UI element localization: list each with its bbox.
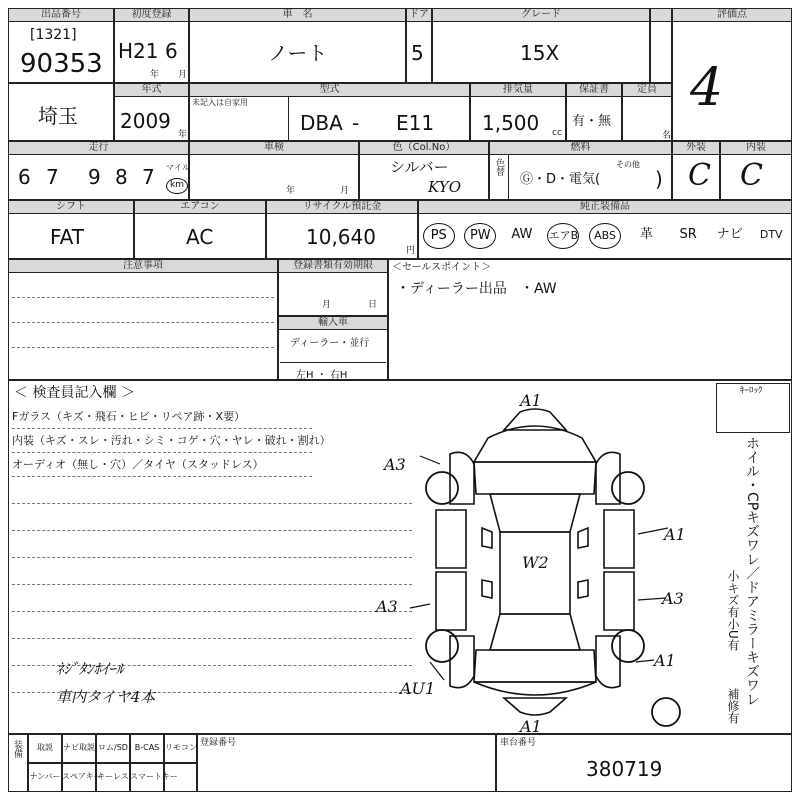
handwritten-note-1: ﾈｼﾞﾀﾝﾎｲｰﾙ bbox=[56, 660, 124, 678]
grade-header: グレード bbox=[432, 8, 650, 22]
fuel-other-label: その他 bbox=[616, 160, 640, 169]
import-divider bbox=[280, 362, 386, 363]
inspector-rule bbox=[12, 557, 412, 558]
interior-header: 内装 bbox=[720, 141, 792, 155]
color-header: 色（Col.No） bbox=[359, 141, 489, 155]
doors-header: ドア bbox=[406, 8, 432, 22]
notes-header: 注意事項 bbox=[8, 259, 278, 273]
damage-left-low: AU1 bbox=[400, 679, 436, 698]
reg-no-cell bbox=[196, 734, 496, 792]
handle-side: 左H ・ 右H bbox=[296, 370, 348, 381]
shift-value: FAT bbox=[50, 225, 85, 249]
color-code: KYO bbox=[428, 178, 462, 196]
side-note-3: 補修有 bbox=[726, 688, 740, 724]
lot-code: [1321] bbox=[30, 27, 77, 43]
mileage-digit-1: 6 bbox=[18, 165, 33, 189]
mileage-digit-4: 8 bbox=[115, 165, 128, 189]
reg-doc-month: 月 bbox=[322, 300, 332, 310]
damage-right-rear-low: A1 bbox=[654, 651, 676, 670]
equipment-item: ナビ bbox=[716, 227, 743, 242]
chassis-number: 380719 bbox=[586, 757, 663, 781]
blank-cell-1 bbox=[650, 21, 672, 83]
damage-right-front: A1 bbox=[664, 525, 686, 544]
model-note: 未記入は自家用 bbox=[192, 98, 248, 107]
damage-front-left: A3 bbox=[384, 455, 406, 474]
recycle-value: 10,640 bbox=[306, 225, 376, 249]
displacement-header: 排気量 bbox=[470, 83, 566, 97]
equipment-item: PS bbox=[423, 223, 455, 249]
score-value: 4 bbox=[690, 58, 724, 118]
reg-doc-header: 登録書類有効期限 bbox=[278, 259, 388, 273]
blank-header-1 bbox=[650, 8, 672, 22]
fuel-header: 燃料 bbox=[489, 141, 672, 155]
fuel-options: Ⓖ・D・電気( bbox=[520, 172, 601, 187]
warranty-value: 有・無 bbox=[572, 114, 612, 129]
fuel-close: ) bbox=[655, 167, 663, 191]
inspector-rule bbox=[12, 452, 312, 453]
grade-value: 15X bbox=[520, 41, 560, 65]
chassis-label: 車台番号 bbox=[500, 738, 537, 748]
car-damage-diagram bbox=[370, 391, 700, 736]
inspector-line-1: Fガラス（キズ・飛石・ヒビ・リペア跡・X要） bbox=[12, 410, 246, 423]
doors-value: 5 bbox=[411, 41, 424, 65]
footer-label: リモコン bbox=[165, 743, 197, 752]
mileage-digit-5: 7 bbox=[142, 165, 155, 189]
lot-number-header: 出品番号 bbox=[8, 8, 114, 22]
warranty-header: 保証書 bbox=[566, 83, 622, 97]
footer-label: ナンバー bbox=[29, 772, 61, 781]
footer-label: スペアキー bbox=[62, 772, 102, 781]
damage-right-rear: A3 bbox=[662, 589, 684, 608]
inspector-rule bbox=[12, 428, 312, 429]
notes-cell bbox=[8, 272, 278, 380]
footer-label: スマートキー bbox=[130, 772, 178, 781]
sales-point-header: ＜セールスポイント＞ bbox=[392, 262, 492, 273]
inspector-header: ＜ 検査員記入欄 ＞ bbox=[14, 385, 135, 401]
handwritten-note-2: 車内タイヤ4本 bbox=[56, 688, 156, 706]
color-change-label: 色替 bbox=[494, 158, 504, 176]
sales-point-cell bbox=[388, 259, 792, 380]
notes-line bbox=[12, 347, 274, 348]
inspector-line-3: オーディオ（無し・穴）／タイヤ（スタッドレス） bbox=[12, 458, 264, 471]
lot-number: 90353 bbox=[20, 49, 103, 79]
footer-label: B-CAS bbox=[134, 743, 160, 752]
footer-label: キーレス bbox=[97, 772, 129, 781]
damage-front: A1 bbox=[520, 391, 542, 410]
model-prefix: DBA bbox=[300, 111, 343, 135]
equipment-item: SR bbox=[679, 227, 697, 242]
first-reg-era: H21 bbox=[118, 39, 159, 63]
reg-no-label: 登録番号 bbox=[200, 738, 237, 748]
inspector-rule bbox=[12, 638, 412, 639]
exterior-header: 外装 bbox=[672, 141, 720, 155]
car-name-header: 車 名 bbox=[189, 8, 406, 22]
inspector-rule bbox=[12, 530, 412, 531]
equipment-item: AW bbox=[511, 227, 533, 242]
region-value: 埼玉 bbox=[38, 104, 78, 128]
inspection-month-unit: 月 bbox=[340, 186, 350, 196]
equipment-item: 革 bbox=[640, 227, 654, 242]
inspector-rule bbox=[12, 611, 412, 612]
footer-label: ロム/SD bbox=[98, 743, 128, 752]
footer-side-divider bbox=[8, 734, 28, 792]
sales-point-1: ・ディーラー出品 bbox=[396, 281, 507, 297]
first-reg-year-unit: 年 bbox=[150, 70, 160, 80]
footer-label: 取説 bbox=[37, 743, 53, 752]
capacity-header: 定員 bbox=[622, 83, 672, 97]
inspection-header: 車検 bbox=[189, 141, 359, 155]
exterior-grade: C bbox=[688, 158, 711, 193]
inspector-rule bbox=[12, 503, 412, 504]
inspector-rule bbox=[12, 584, 412, 585]
first-reg-header: 初度登録 bbox=[114, 8, 189, 22]
reg-doc-day: 日 bbox=[368, 300, 378, 310]
equipment-item: エアB bbox=[547, 223, 579, 249]
inspection-year-unit: 年 bbox=[286, 186, 296, 196]
score-header: 評価点 bbox=[672, 8, 792, 22]
displacement-unit: cc bbox=[552, 128, 562, 138]
model-header: 型式 bbox=[189, 83, 470, 97]
mileage-header: 走行 bbox=[8, 141, 189, 155]
equipment-header: 純正装備品 bbox=[418, 200, 792, 214]
capacity-unit: 名 bbox=[662, 131, 672, 141]
first-reg-month-unit: 月 bbox=[178, 70, 188, 80]
color-name: シルバー bbox=[390, 158, 449, 176]
mileage-digit-2: 7 bbox=[46, 165, 59, 189]
equipment-item: ABS bbox=[589, 223, 621, 249]
notes-line bbox=[12, 297, 274, 298]
mileage-unit-mile: マイル bbox=[166, 163, 190, 172]
damage-center: W2 bbox=[522, 553, 549, 572]
aircon-value: AC bbox=[186, 225, 214, 249]
side-note: ホイル・CPキズワレ／ドアミラーキズワレ bbox=[744, 436, 760, 707]
model-divider bbox=[189, 96, 289, 141]
model-dash: - bbox=[352, 111, 360, 135]
recycle-header: リサイクル預託金 bbox=[266, 200, 418, 214]
model-code: E11 bbox=[396, 111, 435, 135]
first-reg-month: 6 bbox=[165, 39, 178, 63]
footer-cell bbox=[164, 763, 198, 792]
side-note-2: 小キズ有小U有 bbox=[726, 570, 740, 651]
import-type: ディーラー・並行 bbox=[290, 338, 370, 349]
model-year-value: 2009 bbox=[120, 109, 171, 133]
mileage-digit-3: 9 bbox=[88, 165, 101, 189]
notes-line bbox=[12, 322, 274, 323]
damage-rear: A1 bbox=[520, 717, 542, 736]
recycle-unit: 円 bbox=[406, 246, 416, 256]
displacement-value: 1,500 bbox=[482, 111, 540, 135]
model-year-header: 年式 bbox=[114, 83, 189, 97]
inspector-line-2: 内装（キズ・スレ・汚れ・シミ・コゲ・穴・ヤレ・破れ・割れ） bbox=[12, 434, 331, 447]
inspection-cell bbox=[189, 154, 359, 200]
footer-side-label: 装備 bbox=[12, 740, 22, 758]
damage-left-rear: A3 bbox=[376, 597, 398, 616]
interior-grade: C bbox=[740, 158, 763, 193]
model-year-unit: 年 bbox=[178, 130, 188, 140]
equipment-item: DTV bbox=[759, 228, 783, 241]
import-header: 輸入車 bbox=[278, 316, 388, 330]
fuel-divider bbox=[489, 154, 509, 200]
keylock-label: ｷｰﾛｯｸ bbox=[740, 386, 763, 396]
car-name: ノート bbox=[268, 41, 328, 65]
aircon-header: エアコン bbox=[134, 200, 266, 214]
equipment-item: PW bbox=[464, 223, 496, 249]
inspector-rule bbox=[12, 476, 312, 477]
shift-header: シフト bbox=[8, 200, 134, 214]
footer-label: ナビ取説 bbox=[63, 743, 95, 752]
mileage-unit-km: km bbox=[166, 178, 188, 194]
sales-point-2: ・AW bbox=[520, 281, 557, 297]
